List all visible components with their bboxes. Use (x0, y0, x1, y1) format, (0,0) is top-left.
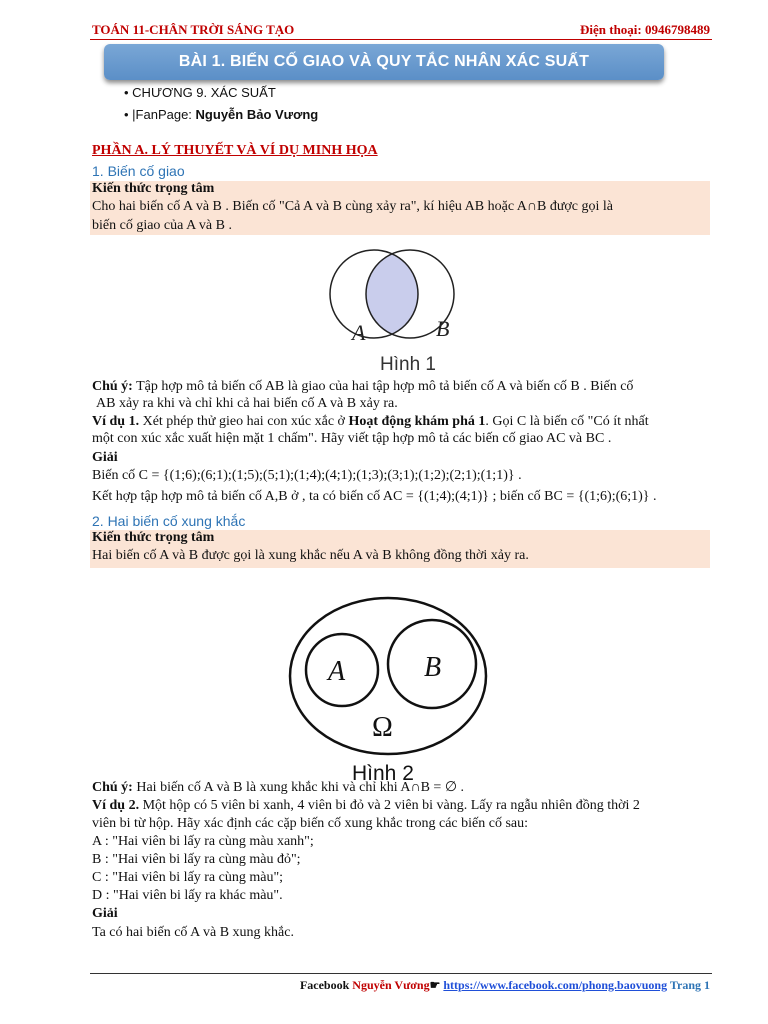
event-b: B : "Hai viên bi lấy ra cùng màu đỏ"; (92, 852, 301, 867)
part2-key-box (90, 530, 710, 568)
footer-prefix: Facebook (299, 978, 353, 992)
part1-note-line2: AB xảy ra khi và chỉ khi cả hai biến cố A và B xảy ra. (96, 396, 398, 411)
mutually-exclusive-figure (286, 594, 490, 784)
part2-heading: 2. Hai biến cố xung khắc (92, 513, 246, 529)
footer (300, 978, 710, 993)
info-bullets (124, 84, 318, 128)
header-divider (90, 39, 712, 40)
example1-label: Ví dụ 1. (92, 414, 140, 429)
note2-label: Chú ý: (92, 780, 133, 795)
header-phone: Điện thoại: 0946798489 (580, 22, 710, 37)
part1-heading: 1. Biến cố giao (92, 163, 185, 179)
example1-line2: một con xúc xắc xuất hiện mặt 1 chấm". Hãy viết tập hợp mô tả các biến cố giao AC và BC . (92, 431, 612, 446)
example2 (92, 797, 712, 814)
note-label: Chú ý: (92, 379, 133, 394)
example1-text1: Xét phép thử gieo hai con xúc xắc ở (139, 414, 349, 429)
fanpage-name: Nguyễn Bảo Vương (195, 107, 319, 122)
event-c: C : "Hai viên bi lấy ra cùng màu"; (92, 870, 284, 885)
pointer-icon: ☛ (429, 978, 444, 992)
example2-line1: Một hộp có 5 viên bi xanh, 4 viên bi đỏ và 2 viên bi vàng. Lấy ra ngẫu nhiên đồng thời 2 (139, 798, 640, 813)
fanpage-label: |FanPage: (132, 107, 196, 122)
venn-intersection-figure (322, 236, 462, 376)
part2-box-line1: Hai biến cố A và B được gọi là xung khắc nếu A và B không đồng thời xảy ra. (92, 548, 529, 563)
fig2-label-a: A (328, 656, 346, 687)
part1-note (92, 378, 712, 395)
footer-page-number: Trang 1 (667, 978, 710, 992)
part1-key-box (90, 181, 710, 235)
example1-bold: Hoạt động khám phá 1 (348, 414, 486, 429)
event-d: D : "Hai viên bi lấy ra khác màu". (92, 888, 283, 903)
footer-author[interactable]: Nguyễn Vương (352, 978, 430, 992)
example2-line2: viên bi từ hộp. Hãy xác định các cặp biến cố xung khắc trong các biến cố sau: (92, 816, 528, 831)
solution1-label: Giải (92, 450, 118, 465)
fig2-label-omega: Ω (372, 712, 393, 743)
footer-divider (90, 973, 712, 974)
example1 (92, 413, 712, 430)
example2-label: Ví dụ 2. (92, 798, 140, 813)
part1-box-title: Kiến thức trọng tâm (92, 181, 215, 196)
solution1-line2: Kết hợp tập hợp mô tả biến cố A,B ở , ta có biến cố AC = {(1;4);(4;1)} ; biến cố BC = {(1;6);(6;1)} . (92, 489, 657, 504)
part1-box-line2: biến cố giao của A và B . (92, 218, 232, 233)
fig2-label-b: B (424, 652, 442, 683)
fig2-caption: Hình 2 (352, 762, 414, 784)
lesson-title: BÀI 1. BIẾN CỐ GIAO VÀ QUY TẮC NHÂN XÁC SUẤT (178, 53, 590, 70)
solution1-line1: Biến cố C = {(1;6);(6;1);(1;5);(5;1);(1;4);(4;1);(1;3);(3;1);(1;2);(2;1);(1;1)} . (92, 468, 522, 483)
part1-box-line1: Cho hai biến cố A và B . Biến cố "Cả A và B cùng xảy ra", kí hiệu AB hoặc A∩B được gọi là (92, 199, 614, 214)
note2-text: Hai biến cố A và B là xung khắc khi và chỉ khi A∩B = ∅ . (132, 780, 465, 795)
example1-text2: . Gọi C là biến cố "Có ít nhất (485, 414, 649, 429)
footer-facebook-link[interactable]: https://www.facebook.com/phong.baovuong (443, 978, 668, 992)
event-a: A : "Hai viên bi lấy ra cùng màu xanh"; (92, 834, 314, 849)
fig1-label-b: B (436, 316, 450, 341)
header-course-title: TOÁN 11-CHÂN TRỜI SÁNG TẠO (92, 22, 295, 37)
note-line1: Tập hợp mô tả biến cố AB là giao của hai tập hợp mô tả biến cố A và biến cố B . Biến cố (132, 379, 634, 394)
fig1-label-a: A (352, 320, 366, 345)
part2-note (92, 779, 712, 796)
solution2-label: Giải (92, 906, 118, 921)
fig1-caption: Hình 1 (380, 354, 436, 375)
chapter-text: CHƯƠNG 9. XÁC SUẤT (132, 85, 276, 100)
bullet-fanpage: • |FanPage: Nguyễn Bảo Vương (124, 107, 319, 122)
lesson-title-banner (104, 44, 664, 80)
solution2-line1: Ta có hai biến cố A và B xung khắc. (92, 925, 294, 940)
bullet-chapter: • CHƯƠNG 9. XÁC SUẤT (124, 85, 276, 100)
part2-box-title: Kiến thức trọng tâm (92, 530, 215, 545)
section-a-heading: PHẦN A. LÝ THUYẾT VÀ VÍ DỤ MINH HỌA (92, 143, 378, 158)
